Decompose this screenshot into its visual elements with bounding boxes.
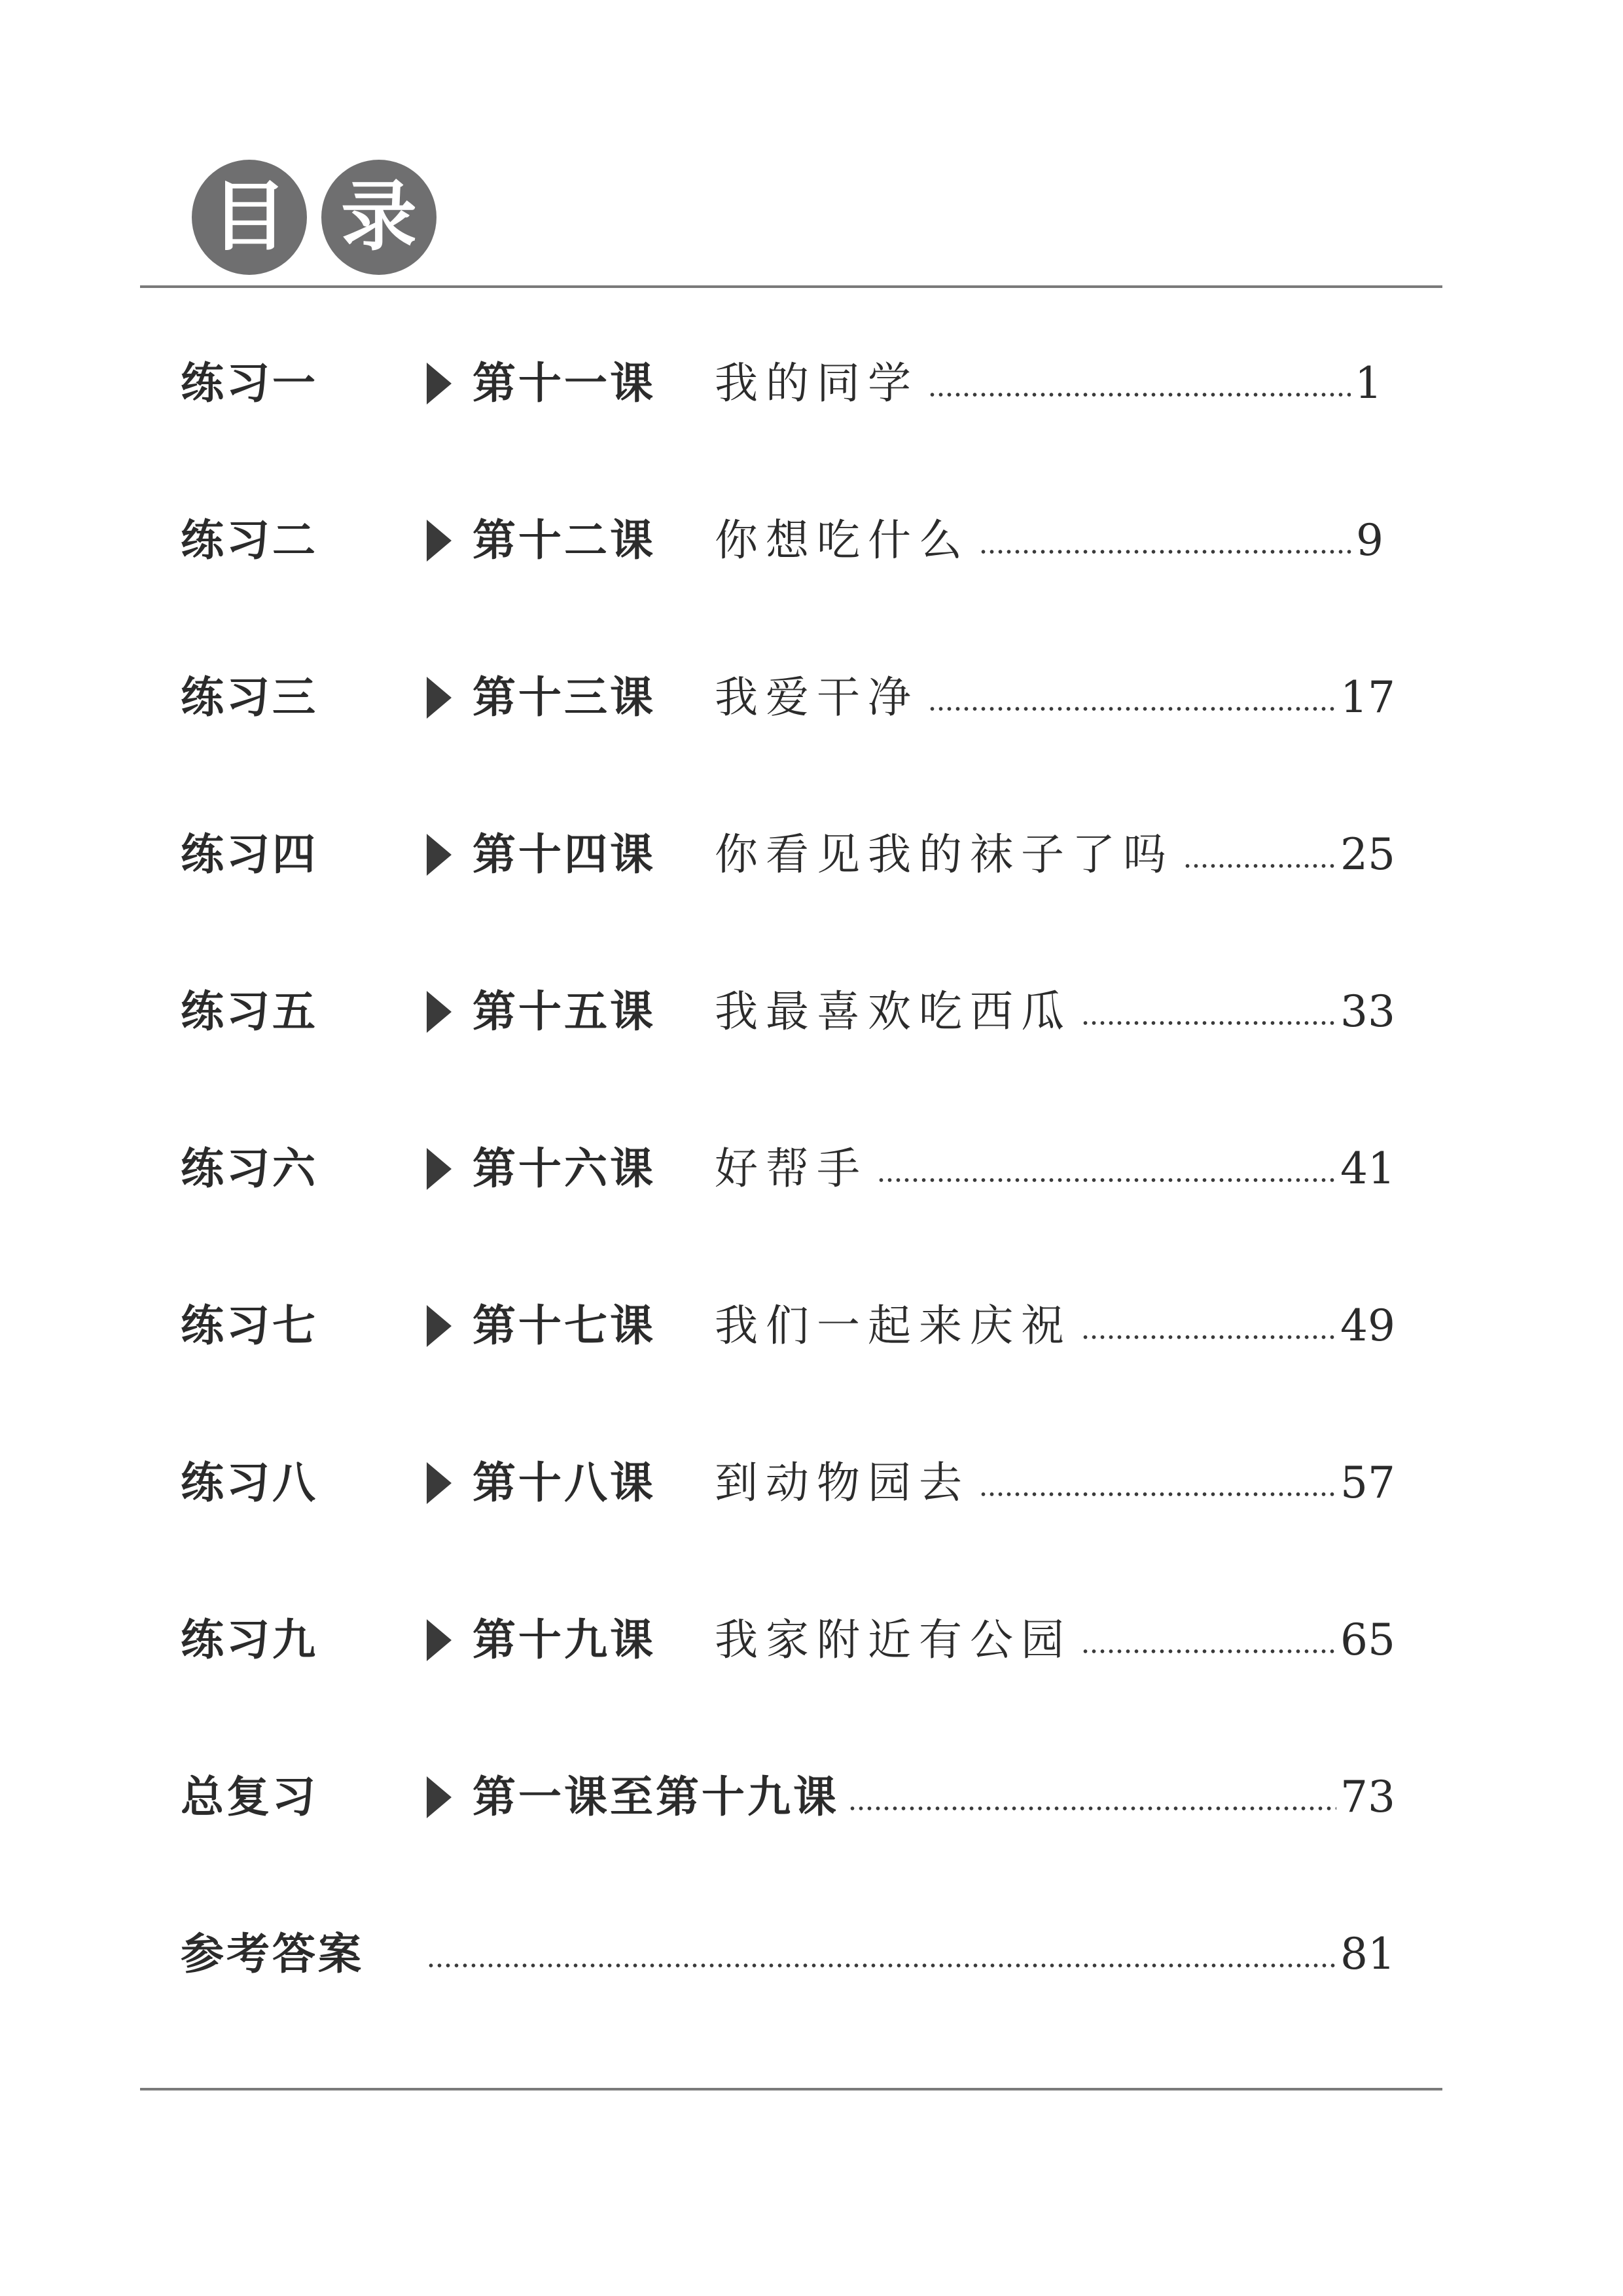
- title-char-circle: 录: [321, 160, 437, 275]
- toc-entry[interactable]: [0, 973, 1623, 1051]
- page-number: 1: [1355, 358, 1382, 408]
- lesson-label: 第十四课: [473, 829, 656, 880]
- topic-title: 我家附近有公园: [715, 1615, 1072, 1665]
- dot-leader: [928, 707, 1336, 711]
- entry-leader: [715, 816, 1395, 894]
- practice-label: 练习一: [181, 358, 318, 408]
- entry-leader: [715, 973, 1395, 1051]
- triangle-arrow-icon: [427, 834, 452, 876]
- page-number: 9: [1356, 515, 1383, 565]
- entry-leader: [715, 1601, 1395, 1679]
- lesson-label: 第十一课: [473, 358, 656, 408]
- toc-entry[interactable]: [0, 658, 1623, 737]
- practice-label: 参考答案: [181, 1929, 364, 1979]
- page-number: 81: [1340, 1929, 1395, 1979]
- bottom-divider: [140, 2088, 1442, 2090]
- practice-label: 练习二: [181, 515, 318, 565]
- page-number: 33: [1340, 986, 1395, 1037]
- page-number: 25: [1340, 829, 1395, 880]
- topic-title: 我最喜欢吃西瓜: [715, 986, 1072, 1037]
- lesson-label: 第一课至第十九课: [473, 1772, 839, 1822]
- triangle-arrow-icon: [427, 1305, 452, 1347]
- entry-leader: [715, 344, 1382, 423]
- dot-leader: [979, 550, 1352, 554]
- dot-leader: [1081, 1649, 1336, 1653]
- page-number: 65: [1340, 1615, 1395, 1665]
- dot-leader: [1081, 1335, 1336, 1339]
- dot-leader: [979, 1492, 1336, 1496]
- page-number: 57: [1340, 1458, 1395, 1508]
- triangle-arrow-icon: [427, 363, 452, 404]
- dot-leader: [877, 1178, 1336, 1182]
- topic-title: 你想吃什么: [715, 515, 970, 565]
- entry-leader: [715, 501, 1383, 580]
- topic-title: 我爱干净: [715, 672, 919, 723]
- practice-label: 练习五: [181, 986, 318, 1037]
- entry-leader: [427, 1915, 1395, 1994]
- triangle-arrow-icon: [427, 1619, 452, 1661]
- entry-leader: [715, 1444, 1395, 1522]
- dot-leader: [848, 1806, 1336, 1810]
- lesson-label: 第十七课: [473, 1300, 656, 1351]
- practice-label: 练习三: [181, 672, 318, 723]
- topic-title: 我的同学: [715, 358, 919, 408]
- lesson-label: 第十六课: [473, 1143, 656, 1194]
- toc-entry[interactable]: [0, 1130, 1623, 1208]
- practice-label: 练习九: [181, 1615, 318, 1665]
- toc-entry[interactable]: [0, 1287, 1623, 1365]
- toc-entry[interactable]: [0, 1915, 1623, 1994]
- lesson-label: 第十三课: [473, 672, 656, 723]
- triangle-arrow-icon: [427, 520, 452, 562]
- lesson-label: 第十八课: [473, 1458, 656, 1508]
- practice-label: 练习六: [181, 1143, 318, 1194]
- triangle-arrow-icon: [427, 1462, 452, 1504]
- practice-label: 练习八: [181, 1458, 318, 1508]
- practice-label: 练习四: [181, 829, 318, 880]
- page-number: 73: [1340, 1772, 1395, 1822]
- page-number: 41: [1340, 1143, 1395, 1194]
- entry-leader: [715, 1287, 1395, 1365]
- triangle-arrow-icon: [427, 677, 452, 719]
- title-char-circle: 目: [192, 160, 307, 275]
- toc-entry[interactable]: [0, 1758, 1623, 1837]
- entry-leader: [715, 1130, 1395, 1208]
- dot-leader: [427, 1964, 1336, 1967]
- topic-title: 好帮手: [715, 1143, 868, 1194]
- toc-entry[interactable]: [0, 501, 1623, 580]
- lesson-label: 第十五课: [473, 986, 656, 1037]
- toc-entry[interactable]: [0, 816, 1623, 894]
- triangle-arrow-icon: [427, 1148, 452, 1190]
- lesson-label: 第十二课: [473, 515, 656, 565]
- triangle-arrow-icon: [427, 1776, 452, 1818]
- lesson-label: 第十九课: [473, 1615, 656, 1665]
- triangle-arrow-icon: [427, 991, 452, 1033]
- topic-title: 你看见我的袜子了吗: [715, 829, 1174, 880]
- practice-label: 练习七: [181, 1300, 318, 1351]
- topic-title: 我们一起来庆祝: [715, 1300, 1072, 1351]
- page-number: 17: [1340, 672, 1395, 723]
- toc-entry[interactable]: [0, 344, 1623, 423]
- toc-entry[interactable]: [0, 1444, 1623, 1522]
- toc-entry[interactable]: [0, 1601, 1623, 1679]
- practice-label: 总复习: [181, 1772, 318, 1822]
- topic-title: 到动物园去: [715, 1458, 970, 1508]
- dot-leader: [1183, 864, 1336, 868]
- page-number: 49: [1340, 1300, 1395, 1351]
- entry-leader: [715, 658, 1395, 737]
- dot-leader: [928, 393, 1351, 397]
- dot-leader: [1081, 1021, 1336, 1025]
- entry-leader: [473, 1758, 1395, 1837]
